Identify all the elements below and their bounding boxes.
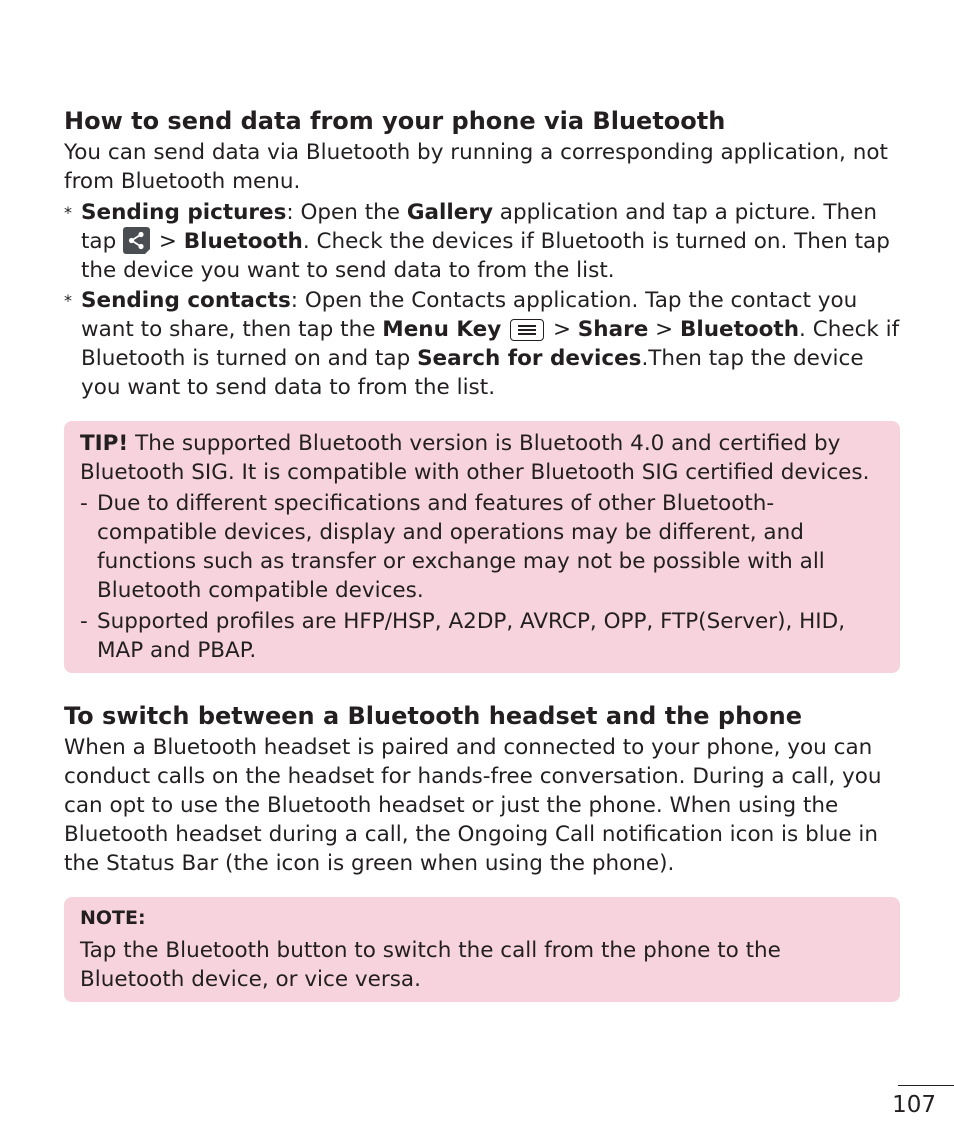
page-number-rule <box>898 1085 954 1086</box>
bullet-sending-pictures <box>64 198 900 285</box>
tip-intro <box>80 429 884 487</box>
bullet-label: Sending pictures <box>81 200 287 225</box>
bullet-text: . Check the devices if Bluetooth is turned on. Then tap the device you want to send data to from the list. <box>81 229 890 283</box>
bullet-text: > <box>648 317 680 342</box>
note-text: Tap the Bluetooth button to switch the call from the phone to the Bluetooth device, or vice versa. <box>80 938 781 992</box>
bluetooth-term: Bluetooth <box>679 317 800 342</box>
bullet-text: : Open the <box>286 200 407 225</box>
bullet-text: .Then tap the device you want to send data to from the list. <box>81 346 864 400</box>
gallery-term: Gallery <box>406 200 493 225</box>
share-icon <box>123 227 150 254</box>
note-label: NOTE: <box>80 907 146 929</box>
note-callout <box>64 897 900 1002</box>
bullet-marker: * <box>64 291 72 310</box>
menu-key-icon <box>510 319 544 341</box>
bullet-sending-contacts <box>64 286 900 402</box>
section-heading-send-data: How to send data from your phone via Bluetooth <box>64 107 726 135</box>
dash-marker: - <box>80 491 88 516</box>
bullet-text: > <box>546 317 578 342</box>
menu-key-term: Menu Key <box>382 317 502 342</box>
send-data-intro: You can send data via Bluetooth by running a corresponding application, not from Bluetooth menu. <box>64 140 888 194</box>
section-heading-switch-headset: To switch between a Bluetooth headset and the phone <box>64 702 802 730</box>
tip-list <box>80 489 884 665</box>
bluetooth-term: Bluetooth <box>183 229 303 254</box>
tip-item <box>80 607 884 665</box>
tip-item <box>80 489 884 605</box>
share-term: Share <box>577 317 649 342</box>
bullet-text: . Check if Bluetooth is turned on and tap <box>81 317 900 371</box>
bullet-marker: * <box>64 203 72 222</box>
tip-callout <box>64 421 900 673</box>
bullet-text: : Open the Contacts application. Tap the contact you want to share, then tap the <box>81 288 858 342</box>
tip-label: TIP! <box>80 431 129 456</box>
send-data-bullet-list <box>64 198 900 402</box>
bullet-text: application and tap a picture. Then tap <box>81 200 877 254</box>
tip-text: The supported Bluetooth version is Bluetooth 4.0 and certified by Bluetooth SIG. It is compatible with other Bluetooth SIG certified devices. <box>80 431 870 485</box>
tip-item-text: Due to different specifications and features of other Bluetooth-compatible devices, display and operations may be different, and functions such as transfer or exchange may not be possible with all Bluetooth compatible devices. <box>97 491 825 603</box>
tip-item-text: Supported profiles are HFP/HSP, A2DP, AVRCP, OPP, FTP(Server), HID, MAP and PBAP. <box>97 609 846 663</box>
switch-headset-body: When a Bluetooth headset is paired and connected to your phone, you can conduct calls on the headset for hands-free conversation. During a call, you can opt to use the Bluetooth headset or just the phone. When using the Bluetooth headset during a call, the Ongoing Call notification icon is blue in the Status Bar (the icon is green when using the phone). <box>64 735 882 876</box>
dash-marker: - <box>80 609 88 634</box>
bullet-label: Sending contacts <box>81 288 291 313</box>
page-number: 107 <box>892 1092 936 1118</box>
section-switch-headset <box>64 699 900 878</box>
search-for-devices-term: Search for devices <box>417 346 642 371</box>
manual-page <box>64 104 900 1002</box>
bullet-text: > <box>152 229 184 254</box>
